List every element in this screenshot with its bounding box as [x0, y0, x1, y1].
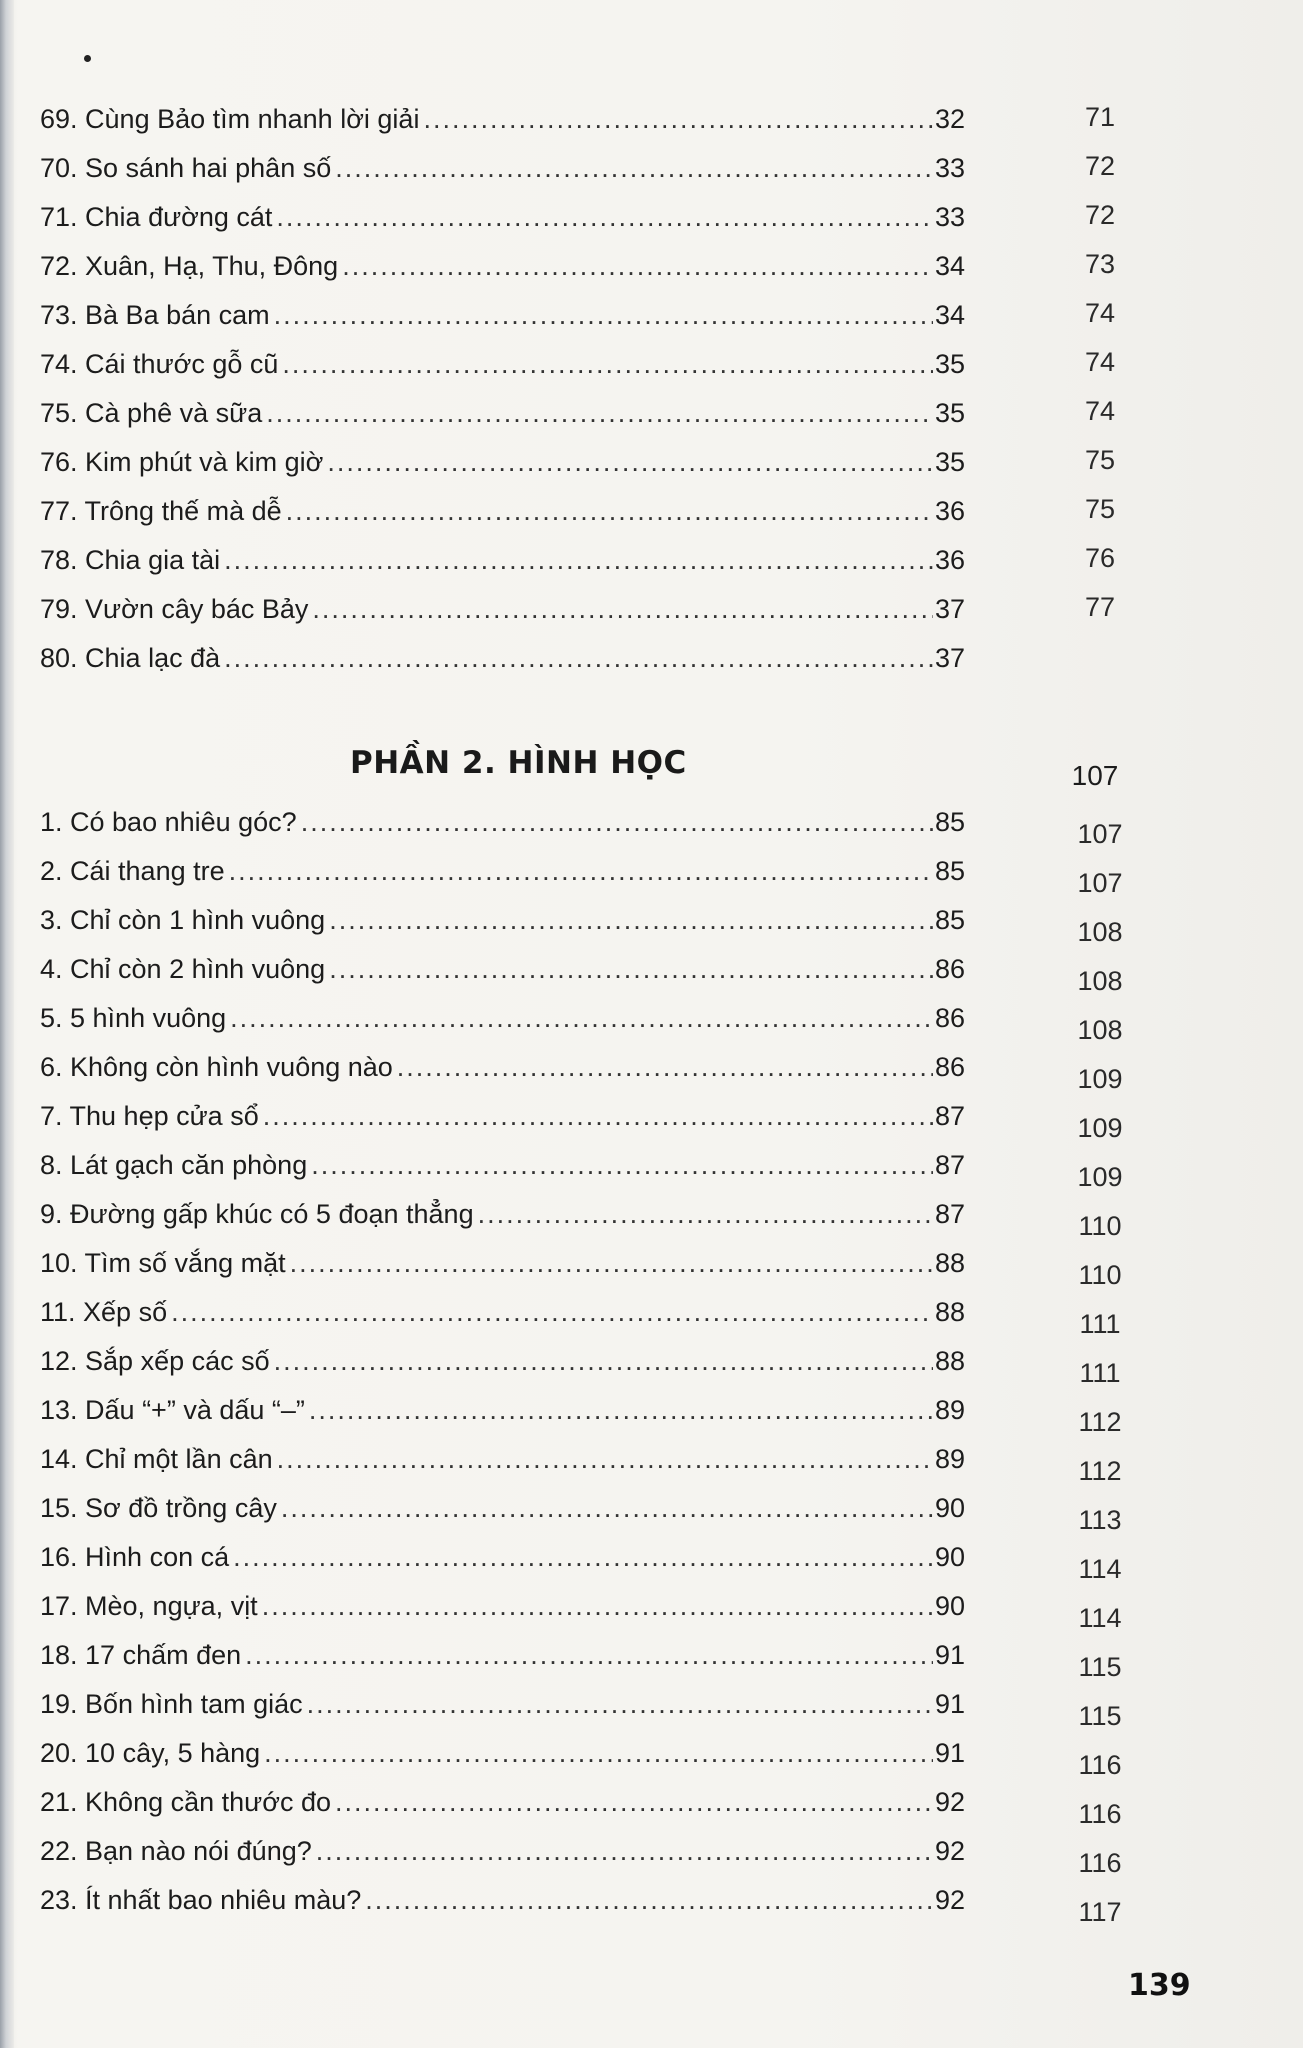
dot-leader [266, 389, 933, 438]
toc-entry [40, 896, 965, 945]
entry-title: 77. Trông thế mà dễ [40, 496, 282, 526]
entry-page-number: 86 [934, 1052, 965, 1082]
entry-page-number: 92 [934, 1836, 965, 1866]
entry-title: 20. 10 cây, 5 hàng [40, 1738, 261, 1768]
entry-page-number: 36 [934, 496, 965, 526]
answer-page-number: 77 [1084, 592, 1116, 622]
dot-leader [335, 1778, 933, 1827]
section-heading: PHẦN 2. HÌNH HỌC [350, 745, 687, 781]
toc-entry [40, 389, 965, 438]
answer-page-number: 112 [1078, 1407, 1122, 1437]
entry-title: 6. Không còn hình vuông nào [40, 1052, 393, 1082]
entry-title: 71. Chia đường cát [40, 202, 273, 232]
entry-page-number: 90 [934, 1591, 965, 1621]
answer-page-number: 75 [1084, 445, 1116, 475]
toc-row [40, 389, 1140, 438]
answer-page-number: 108 [1077, 1015, 1123, 1045]
toc-row [40, 95, 1140, 144]
toc-row [40, 340, 1140, 389]
entry-title: 4. Chỉ còn 2 hình vuông [40, 954, 326, 984]
entry-title: 15. Sơ đồ trồng cây [40, 1493, 277, 1523]
entry-page-number: 91 [934, 1640, 965, 1670]
toc-entry [40, 847, 965, 896]
entry-page-number: 85 [934, 807, 965, 837]
entry-page-number: 85 [934, 905, 965, 935]
answer-page-number: 107 [1077, 819, 1123, 849]
toc-row [40, 1288, 1140, 1337]
section-heading-answer-page: 107 [1071, 760, 1119, 791]
toc-row [40, 438, 1140, 487]
entry-title: 19. Bốn hình tam giác [40, 1689, 303, 1719]
dot-leader [307, 1680, 933, 1729]
dot-leader [245, 1631, 933, 1680]
entry-page-number: 37 [934, 594, 965, 624]
entry-title: 1. Có bao nhiêu góc? [40, 807, 297, 837]
entry-page-number: 33 [934, 153, 965, 183]
answer-page-number: 74 [1084, 298, 1116, 328]
dot-leader [290, 1239, 933, 1288]
answer-page-number: 112 [1078, 1456, 1122, 1486]
entry-title: 22. Bạn nào nói đúng? [40, 1836, 312, 1866]
dot-leader [309, 1386, 933, 1435]
dot-leader [264, 1729, 933, 1778]
toc-entry [40, 438, 965, 487]
entry-page-number: 88 [934, 1297, 965, 1327]
dot-leader [478, 1190, 933, 1239]
entry-page-number: 92 [934, 1787, 965, 1817]
entry-title: 70. So sánh hai phân số [40, 153, 332, 183]
entry-title: 14. Chỉ một lần cân [40, 1444, 273, 1474]
entry-page-number: 89 [934, 1395, 965, 1425]
answer-page-number: 114 [1078, 1603, 1122, 1633]
dot-leader [224, 634, 933, 683]
dot-leader [301, 798, 933, 847]
toc-row [40, 1582, 1140, 1631]
dot-leader [281, 1484, 933, 1533]
toc-row [40, 1729, 1140, 1778]
dot-leader [286, 487, 933, 536]
page-binding-edge [0, 0, 14, 2048]
toc-entry [40, 242, 965, 291]
answer-page-number: 74 [1084, 347, 1116, 377]
entry-page-number: 32 [934, 104, 965, 134]
entry-page-number: 35 [934, 349, 965, 379]
dot-leader [312, 585, 933, 634]
dot-leader [365, 1876, 933, 1925]
answer-page-number: 108 [1077, 966, 1123, 996]
answer-page-number: 109 [1077, 1113, 1123, 1143]
answer-page-number: 113 [1078, 1505, 1122, 1535]
answer-page-number: 115 [1078, 1652, 1122, 1682]
entry-title: 9. Đường gấp khúc có 5 đoạn thẳng [40, 1199, 474, 1229]
answer-page-number: 107 [1077, 868, 1123, 898]
toc-row [40, 1435, 1140, 1484]
answer-page-number: 72 [1084, 151, 1116, 181]
bullet-mark [84, 55, 91, 62]
entry-title: 21. Không cần thước đo [40, 1787, 331, 1817]
answer-page-number: 108 [1077, 917, 1123, 947]
toc-row [40, 1092, 1140, 1141]
toc-entry [40, 1876, 965, 1925]
toc-entry [40, 945, 965, 994]
entry-page-number: 87 [934, 1101, 965, 1131]
toc-entry [40, 1288, 965, 1337]
dot-leader [276, 193, 933, 242]
toc-entry [40, 1827, 965, 1876]
toc-entry [40, 193, 965, 242]
toc-entry [40, 1239, 965, 1288]
entry-page-number: 35 [934, 447, 965, 477]
entry-page-number: 86 [934, 954, 965, 984]
entry-page-number: 34 [934, 300, 965, 330]
toc-entry [40, 1582, 965, 1631]
toc-part1-list [40, 95, 1140, 683]
toc-entry [40, 144, 965, 193]
entry-title: 74. Cái thước gỗ cũ [40, 349, 279, 379]
toc-entry [40, 1435, 965, 1484]
entry-title: 80. Chia lạc đà [40, 643, 221, 673]
entry-title: 8. Lát gạch căn phòng [40, 1150, 308, 1180]
dot-leader [327, 438, 933, 487]
toc-row [40, 487, 1140, 536]
entry-page-number: 85 [934, 856, 965, 886]
entry-page-number: 90 [934, 1542, 965, 1572]
entry-title: 12. Sắp xếp các số [40, 1346, 270, 1376]
entry-page-number: 37 [934, 643, 965, 673]
toc-row [40, 1141, 1140, 1190]
dot-leader [233, 1533, 933, 1582]
dot-leader [335, 144, 933, 193]
dot-leader [262, 1582, 933, 1631]
toc-entry [40, 95, 965, 144]
entry-title: 17. Mèo, ngựa, vịt [40, 1591, 258, 1621]
toc-row [40, 847, 1140, 896]
toc-row [40, 1876, 1140, 1925]
entry-page-number: 87 [934, 1150, 965, 1180]
toc-entry [40, 1190, 965, 1239]
entry-page-number: 91 [934, 1689, 965, 1719]
toc-entry [40, 994, 965, 1043]
dot-leader [342, 242, 933, 291]
entry-page-number: 86 [934, 1003, 965, 1033]
toc-row [40, 634, 1140, 683]
answer-page-number: 116 [1078, 1799, 1122, 1829]
toc-row [40, 585, 1140, 634]
toc-row [40, 896, 1140, 945]
toc-row [40, 945, 1140, 994]
toc-row [40, 1484, 1140, 1533]
toc-entry [40, 1631, 965, 1680]
toc-entry [40, 1043, 965, 1092]
dot-leader [229, 847, 933, 896]
page-number: 139 [1128, 1968, 1191, 2003]
toc-row [40, 1631, 1140, 1680]
entry-page-number: 36 [934, 545, 965, 575]
toc-row [40, 1533, 1140, 1582]
answer-page-number: 116 [1078, 1848, 1122, 1878]
toc-row [40, 144, 1140, 193]
toc-row [40, 1680, 1140, 1729]
entry-title: 73. Bà Ba bán cam [40, 300, 270, 330]
entry-title: 13. Dấu “+” và dấu “–” [40, 1395, 305, 1425]
entry-title: 3. Chỉ còn 1 hình vuông [40, 905, 326, 935]
toc-entry [40, 1729, 965, 1778]
dot-leader [224, 536, 933, 585]
toc-entry [40, 634, 965, 683]
answer-page-number: 109 [1077, 1064, 1123, 1094]
toc-part2-list [40, 798, 1140, 1925]
toc-entry [40, 1141, 965, 1190]
entry-page-number: 90 [934, 1493, 965, 1523]
answer-page-number: 117 [1078, 1897, 1122, 1927]
answer-page-number: 111 [1079, 1358, 1121, 1388]
toc-entry [40, 487, 965, 536]
dot-leader [423, 95, 933, 144]
entry-page-number: 89 [934, 1444, 965, 1474]
dot-leader [171, 1288, 933, 1337]
answer-page-number: 110 [1078, 1211, 1122, 1241]
answer-page-number: 72 [1084, 200, 1116, 230]
entry-title: 7. Thu hẹp cửa sổ [40, 1101, 259, 1131]
toc-row [40, 291, 1140, 340]
entry-title: 79. Vườn cây bác Bảy [40, 594, 309, 624]
toc-row [40, 536, 1140, 585]
entry-title: 11. Xếp số [40, 1297, 168, 1327]
answer-page-number: 110 [1078, 1260, 1122, 1290]
entry-page-number: 33 [934, 202, 965, 232]
entry-page-number: 35 [934, 398, 965, 428]
dot-leader [282, 340, 933, 389]
answer-page-number: 109 [1077, 1162, 1123, 1192]
toc-row [40, 1239, 1140, 1288]
dot-leader [274, 291, 933, 340]
toc-row [40, 193, 1140, 242]
entry-title: 5. 5 hình vuông [40, 1003, 227, 1033]
toc-entry [40, 536, 965, 585]
toc-row [40, 1827, 1140, 1876]
answer-page-number: 111 [1079, 1309, 1121, 1339]
entry-title: 10. Tìm số vắng mặt [40, 1248, 286, 1278]
toc-entry [40, 291, 965, 340]
entry-page-number: 88 [934, 1346, 965, 1376]
dot-leader [329, 896, 933, 945]
toc-entry [40, 798, 965, 847]
dot-leader [263, 1092, 933, 1141]
toc-entry [40, 340, 965, 389]
entry-title: 18. 17 chấm đen [40, 1640, 242, 1670]
toc-row [40, 798, 1140, 847]
dot-leader [274, 1337, 933, 1386]
answer-page-number: 114 [1078, 1554, 1122, 1584]
entry-title: 76. Kim phút và kim giờ [40, 447, 324, 477]
dot-leader [230, 994, 933, 1043]
answer-page-number: 71 [1084, 102, 1116, 132]
entry-title: 16. Hình con cá [40, 1542, 230, 1572]
entry-title: 69. Cùng Bảo tìm nhanh lời giải [40, 104, 420, 134]
toc-entry [40, 1533, 965, 1582]
toc-row [40, 1043, 1140, 1092]
entry-title: 75. Cà phê và sữa [40, 398, 263, 428]
entry-title: 72. Xuân, Hạ, Thu, Đông [40, 251, 339, 281]
entry-page-number: 92 [934, 1885, 965, 1915]
toc-row [40, 1778, 1140, 1827]
toc-row [40, 1386, 1140, 1435]
answer-page-number: 116 [1078, 1750, 1122, 1780]
toc-entry [40, 1386, 965, 1435]
dot-leader [316, 1827, 933, 1876]
entry-title: 23. Ít nhất bao nhiêu màu? [40, 1885, 362, 1915]
dot-leader [277, 1435, 933, 1484]
toc-entry [40, 1337, 965, 1386]
entry-title: 2. Cái thang tre [40, 856, 225, 886]
entry-page-number: 87 [934, 1199, 965, 1229]
toc-row [40, 1190, 1140, 1239]
toc-entry [40, 1778, 965, 1827]
toc-entry [40, 585, 965, 634]
answer-page-number: 76 [1084, 543, 1116, 573]
toc-row [40, 242, 1140, 291]
dot-leader [311, 1141, 933, 1190]
entry-page-number: 88 [934, 1248, 965, 1278]
entry-page-number: 34 [934, 251, 965, 281]
answer-page-number: 115 [1078, 1701, 1122, 1731]
toc-row [40, 994, 1140, 1043]
toc-entry [40, 1092, 965, 1141]
entry-page-number: 91 [934, 1738, 965, 1768]
toc-row [40, 1337, 1140, 1386]
answer-page-number: 74 [1084, 396, 1116, 426]
toc-entry [40, 1484, 965, 1533]
answer-page-number: 75 [1084, 494, 1116, 524]
answer-page-number: 73 [1084, 249, 1116, 279]
toc-entry [40, 1680, 965, 1729]
entry-title: 78. Chia gia tài [40, 545, 221, 575]
dot-leader [329, 945, 933, 994]
dot-leader [397, 1043, 933, 1092]
